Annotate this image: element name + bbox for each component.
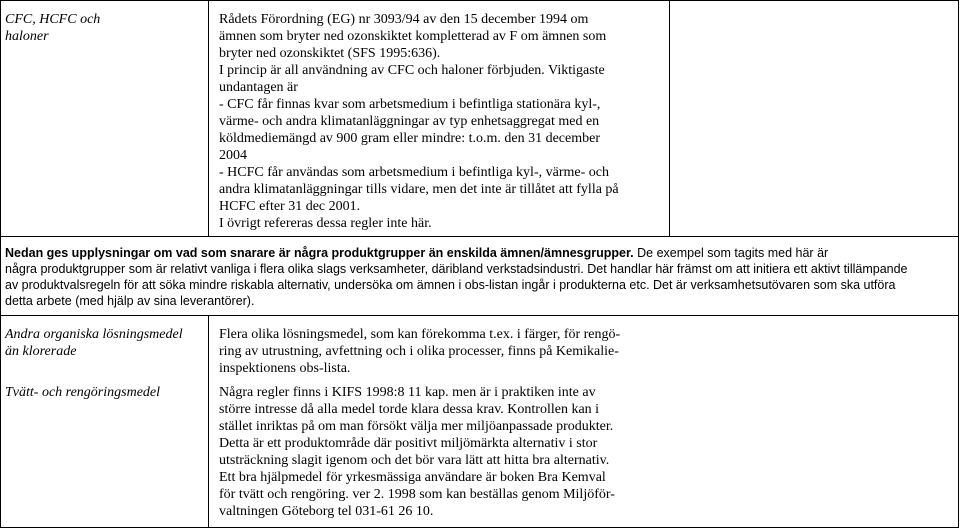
table-row xyxy=(1,237,959,316)
row-text-cell xyxy=(209,316,959,528)
note-line: av produktvalsregeln för att söka mindre riskabla alternativ, undersöka om ämnen i obs-listan ingår i produkterna etc. Det är verksamhetsutövaren som ska utföra xyxy=(5,278,896,292)
row-label-line: Tvätt- och rengöringsmedel xyxy=(5,385,161,400)
text-line: värme- och andra klimatanläggningar av typ enhetsaggregat med en xyxy=(219,114,600,129)
text-line: Rådets Förordning (EG) nr 3093/94 av den 15 december 1994 om xyxy=(219,12,589,27)
table-row xyxy=(1,1,959,237)
text-line: andra klimatanläggningar tills vidare, men det inte är tillåtet att fylla på xyxy=(219,182,619,197)
empty-cell xyxy=(670,1,959,237)
text-line: stället inriktas på om man försökt välja mer miljöanpassade produkter. xyxy=(219,419,614,434)
text-line: Några regler finns i KIFS 1998:8 11 kap. men är i praktiken inte av xyxy=(219,385,596,400)
text-line: Flera olika lösningsmedel, som kan förekomma t.ex. i färger, för rengö- xyxy=(219,327,621,342)
text-line: utsträckning slagit igenom och det bör vara lätt att hitta bra alternativ. xyxy=(219,453,610,468)
note-bold: Nedan ges upplysningar om vad som snarare är några produktgrupper än enskilda ämnen/ämnesgrupper. xyxy=(5,246,634,260)
text-line: valtningen Göteborg tel 031-61 26 10. xyxy=(219,504,434,519)
row-text-cell xyxy=(209,1,670,237)
text-line: I princip är all användning av CFC och haloner förbjuden. Viktigaste xyxy=(219,63,605,78)
row-label-line: CFC, HCFC och xyxy=(5,12,101,27)
row-label-line: haloner xyxy=(5,29,49,44)
text-line: - CFC får finnas kvar som arbetsmedium i befintliga stationära kyl-, xyxy=(219,97,601,112)
text-line: 2004 xyxy=(219,148,247,163)
note-text: De exempel som tagits med här är xyxy=(633,246,829,260)
row-label-cell xyxy=(1,1,209,237)
note-line: detta arbete (med hjälp av sina leverantörer). xyxy=(5,294,255,308)
row-label-line: Andra organiska lösningsmedel xyxy=(5,327,183,342)
table-row xyxy=(1,316,959,528)
row-label-cell xyxy=(1,316,209,528)
text-line: Ett bra hjälpmedel för yrkesmässiga användare är boken Bra Kemval xyxy=(219,470,606,485)
row-label-line: än klorerade xyxy=(5,344,77,359)
text-line: ring av utrustning, avfettning och i olika processer, finns på Kemikalie- xyxy=(219,344,619,359)
text-line: - HCFC får användas som arbetsmedium i befintliga kyl-, värme- och xyxy=(219,165,609,180)
text-line: undantagen är xyxy=(219,80,298,95)
note-cell xyxy=(1,237,959,316)
text-line: inspektionens obs-lista. xyxy=(219,361,351,376)
text-line: HCFC efter 31 dec 2001. xyxy=(219,199,361,214)
text-line: köldmediemängd av 900 gram eller mindre: t.o.m. den 31 december xyxy=(219,131,600,146)
text-line: större intresse då alla medel torde klara dessa krav. Kontrollen kan i xyxy=(219,402,600,417)
note-line: några produktgrupper som är relativt vanliga i flera olika slags verksamheter, däribland verkstadsindustri. Det handlar här främst om att initiera ett aktivt tillämpande xyxy=(5,262,908,276)
text-line: för tvätt och rengöring. ver 2. 1998 som kan beställas genom Miljöför- xyxy=(219,487,615,502)
text-line: Detta är ett produktområde där positivt miljömärkta alternativ i stor xyxy=(219,436,598,451)
text-line: ämnen som bryter ned ozonskiktet kompletterad av F om ämnen som xyxy=(219,29,607,44)
text-line: I övrigt refereras dessa regler inte här. xyxy=(219,216,432,231)
text-line: bryter ned ozonskiktet (SFS 1995:636). xyxy=(219,46,441,61)
